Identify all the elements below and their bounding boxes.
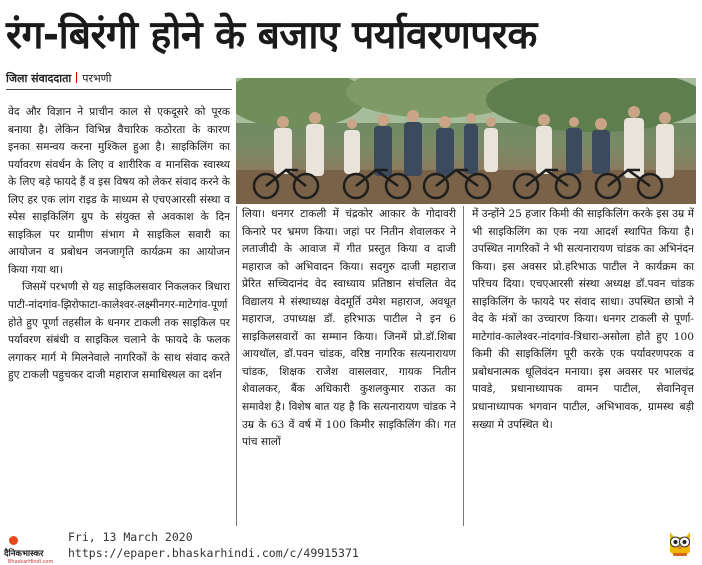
column-divider-1 [236, 206, 237, 526]
column-2-text: लिया। धनगर टाकली में चंद्रकोर आकार के गोदावरी किनारे पर भ्रमण किया। जहां पर नितीन शेवालकर ने लताजीदी के आवाज में गीत प्रस्तुत किया व दाजी महाराज को अभिवादन किया। सदगुरु दाजी महाराज प्रेरित सच्चिदानंद वेद स्वाध्याय प्रतिष्ठान संचलित वेद विद्यालय मे संस्थाध्यक्ष वेदमूर्ति उमेश महाराज, अवधूत महाराज, उपाध्यक्ष डॉ. हरिभाऊ पाटील ने इन 6 साइकिलसवारों का सम्मान किया। जिनमें प्रो.डॉ.शिबा आयथॉल, डॉ.पवन चांडक, वरिष्ठ नागरिक सत्यनारायण चांडक, शिक्षक राजेश वासलवार, गायक नितीन शेवालकर, बैंक अधिकारी कुशलकुमार राऊत का समावेश है। विशेष बात यह है कि सत्यनारायण चांडक ने उम्र के 63 वें वर्ष में 100 किमीर साइकिलिंग की। गत पांच सालों [242, 208, 456, 449]
column-3-text: में उन्होंने 25 हजार किमी की साइकिलिंग करके इस उम्र में भी साइकिलिंग का एक नया आदर्श स्थापित किया है। उपस्थित नागरिकों ने भी सत्यनारायण चांडक का अभिनंदन किया। इस अवसर प्रो.हरिभाऊ पाटील ने कार्यक्रम का परिचय दिया। एचएआरसी संस्था अध्यक्ष डॉ.पवन चांडक साइकिलिंग के फायदे पर संवाद साधा। उपस्थित छात्रो ने वेद के मंत्रों का उच्चारण किया। धनगर टाकली से पूर्णा-माटेगांव-कालेश्वर-नांदगांव-त्रिधारा-असोला होते हुए 100 किमी की साइकिलिंग पूरी करके एक पर्यावरणपरक व प्रबोधनात्मक धूलिवंदन मनाया। इस अवसर पर भालचंद्र पावडे, प्रधानाध्यापक वामन पाटील, सेवानिवृत्त प्रधानाध्यापक भगवान पाटील, अभिभावक, ग्रामस्थ बड़ी सख्या मे उपस्थित थे। [472, 208, 694, 431]
byline-rule [6, 89, 232, 90]
bhaskar-logo-subtext: BhaskarHindi.com [8, 559, 54, 565]
article-column-1 [8, 104, 230, 385]
headline: रंग-बिरंगी होने के बजाए पर्यावरणपरक [6, 13, 537, 58]
byline-separator [76, 72, 77, 83]
column-1-paragraph-2: जिसमें परभणी से यह साइकिलसवार निकलकर त्रिधारा पाटी-नांदगांव-झिरोफाटा-कालेश्वर-लक्ष्मीनगर-माटेगांव-पूर्णा होते हुए पूर्णा तहसील के धनगर टाकली तक साइकिल पर पर्यावरण संबंधी व साइकिल चलाने के फायदे के फलक लगाकर मार्ग मे मिलनेवाले नागरिकों के साथ संवाद करते हुए टाकली पहुचकर दाजी महाराज समाधिस्थल का दर्शन [8, 281, 230, 382]
column-1-paragraph-1: वेद और विज्ञान ने प्राचीन काल से एकदूसरे को पूरक बनाया है। लेकिन विभिन्न वैचारिक कठोरता के कारण इनका समन्वय करना मुश्किल हुआ है। साइकिलिंग का पर्यावरण संवर्धन के लिए व शारीरिक व मानसिक स्वास्थ्य के लिए बड़े फायदे हैं व इस विषय को लेकर संवाद करने के लिए हर एक लांग राइड के माध्यम से एचएआरसी संस्था व स्पेस साइकिलिंग ग्रुप के संयुक्त से अवकाश के दिन साइकिल पर ग्रामीण संभाग मे साइकिल सवारी का आयोजन व प्रबोधन जनजागृति कार्यक्रम का आयोजन किया गया था। [8, 106, 230, 276]
article-column-2 [242, 206, 456, 452]
epaper-footer [0, 524, 702, 565]
byline-author: जिला संवाददाता [6, 72, 72, 85]
cyclists-photo-illustration [236, 78, 696, 204]
owl-mascot-icon [664, 526, 696, 560]
article-column-3 [472, 206, 694, 434]
edition-date: Fri, 13 March 2020 [68, 530, 193, 544]
article-photo [236, 78, 696, 204]
byline-place: परभणी [82, 72, 112, 85]
bhaskar-logo-text: दैनिकभास्कर [4, 549, 44, 559]
epaper-url-link[interactable]: https://epaper.bhaskarhindi.com/c/49915371 [68, 546, 359, 560]
byline [6, 70, 112, 88]
bhaskar-logo-sun-icon [9, 536, 18, 545]
column-divider-2 [463, 206, 464, 526]
